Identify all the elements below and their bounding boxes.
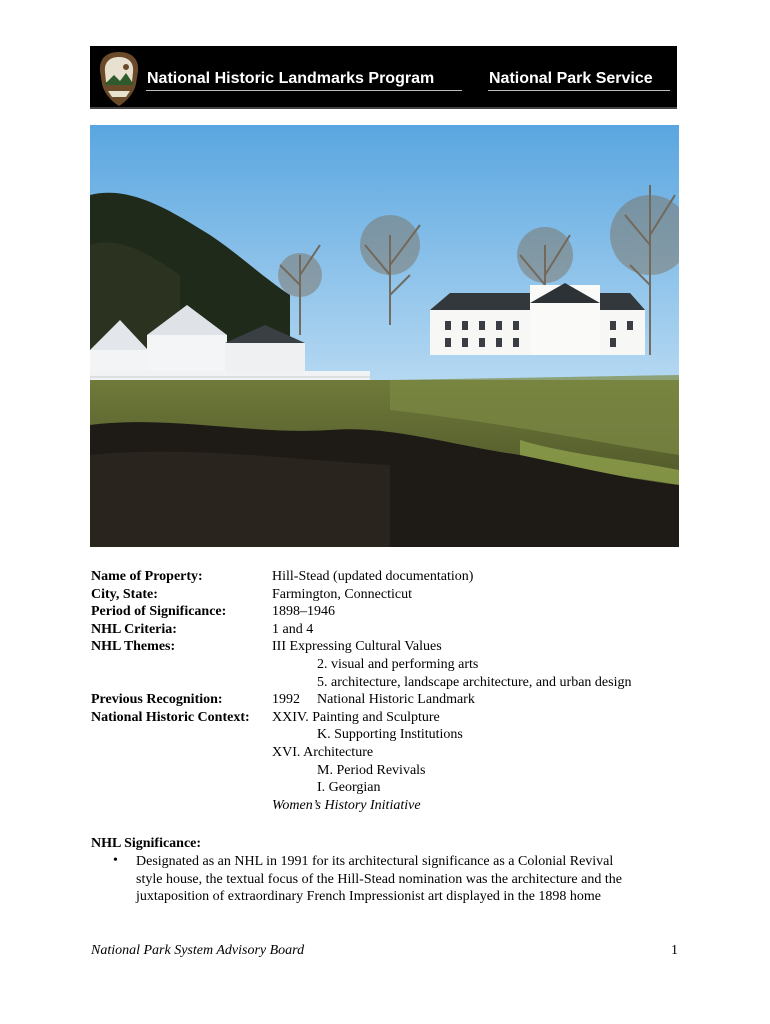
nps-arrowhead-logo-icon — [96, 51, 142, 107]
footer-board: National Park System Advisory Board — [91, 943, 305, 958]
period-label: Period of Significance: — [91, 604, 227, 620]
significance-paragraph — [136, 853, 676, 906]
context-item: M. Period Revivals — [317, 762, 426, 778]
name-of-property-value: Hill-Stead (updated documentation) — [272, 569, 474, 584]
nhl-banner — [90, 46, 677, 109]
recognition-year: 1992 — [272, 692, 300, 708]
recognition-value: National Historic Landmark — [317, 692, 475, 708]
context-item: XXIV. Painting and Sculpture — [272, 709, 440, 725]
agency-title: National Park Service — [489, 70, 653, 87]
context-label: National Historic Context: — [91, 709, 250, 725]
program-title-underline — [146, 90, 462, 91]
context-item: I. Georgian — [317, 780, 381, 796]
significance-line: juxtaposition of extraordinary French Impressionist art displayed in the 1898 home — [136, 889, 602, 905]
context-item: XVI. Architecture — [272, 745, 374, 760]
agency-title-underline — [488, 90, 670, 91]
name-of-property-label: Name of Property: — [91, 569, 203, 584]
hill-stead-photo — [90, 125, 679, 547]
criteria-value: 1 and 4 — [272, 621, 314, 637]
page-number: 1 — [671, 943, 678, 958]
city-state-label: City, State: — [91, 586, 158, 602]
significance-line: style house, the textual focus of the Hill-Stead nomination was the architecture and the — [136, 871, 622, 887]
bullet-marker: • — [113, 853, 118, 868]
theme-item: III Expressing Cultural Values — [272, 639, 442, 655]
theme-item: 2. visual and performing arts — [317, 657, 479, 672]
city-state-value: Farmington, Connecticut — [272, 586, 412, 602]
context-item: K. Supporting Institutions — [317, 727, 463, 743]
period-value: 1898–1946 — [272, 604, 335, 620]
themes-label: NHL Themes: — [91, 639, 176, 655]
context-item-womens-history: Women’s History Initiative — [272, 797, 421, 813]
criteria-label: NHL Criteria: — [91, 621, 177, 637]
significance-heading: NHL Significance: — [91, 836, 202, 851]
program-title: National Historic Landmarks Program — [147, 70, 435, 87]
recognition-label: Previous Recognition: — [91, 692, 223, 708]
landscape-photo-illustration — [90, 125, 679, 547]
significance-line: Designated as an NHL in 1991 for its architectural significance as a Colonial Revival — [136, 854, 614, 869]
theme-item: 5. architecture, landscape architecture, and urban design — [317, 674, 632, 690]
